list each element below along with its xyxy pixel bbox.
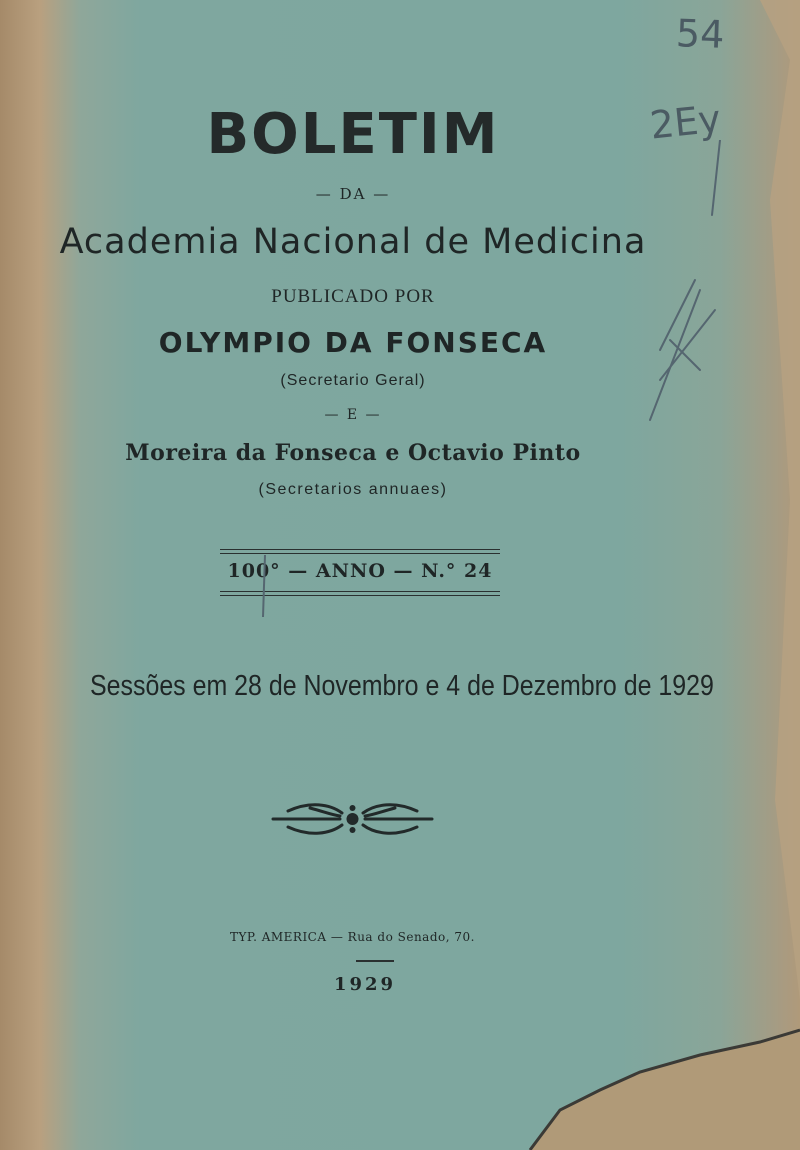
editor-name: OLYMPIO DA FONSECA xyxy=(158,326,548,359)
institution-name: Academia Nacional de Medicina xyxy=(59,222,647,262)
published-by: PUBLICADO POR xyxy=(271,286,435,307)
coeditors-names: Moreira da Fonseca e Octavio Pinto xyxy=(125,440,581,466)
coeditors-role: (Secretarios annuaes) xyxy=(258,481,448,498)
editor-role: (Secretario Geral) xyxy=(280,372,426,389)
issue-rule-top xyxy=(220,549,500,550)
printer-line: TYP. AMERICA — Rua do Senado, 70. xyxy=(230,930,475,944)
issue-rule-top-2 xyxy=(220,553,500,554)
handwritten-note-1: 54 xyxy=(675,11,726,57)
publication-year: 1929 xyxy=(333,974,397,995)
journal-title: BOLETIM xyxy=(206,102,500,167)
issue-number: 100° — ANNO — N.° 24 xyxy=(227,560,493,582)
handwritten-note-2: 2Ey xyxy=(647,96,723,148)
pencil-mark-issue xyxy=(255,555,275,620)
da-line: — DA — xyxy=(315,185,391,203)
e-line: — E — xyxy=(324,407,382,423)
ornament-icon xyxy=(270,798,435,840)
sessions-line: Sessões em 28 de Novembro e 4 de Dezembro de 1929 xyxy=(90,670,714,702)
short-rule xyxy=(356,960,394,962)
pencil-marks xyxy=(600,140,740,440)
